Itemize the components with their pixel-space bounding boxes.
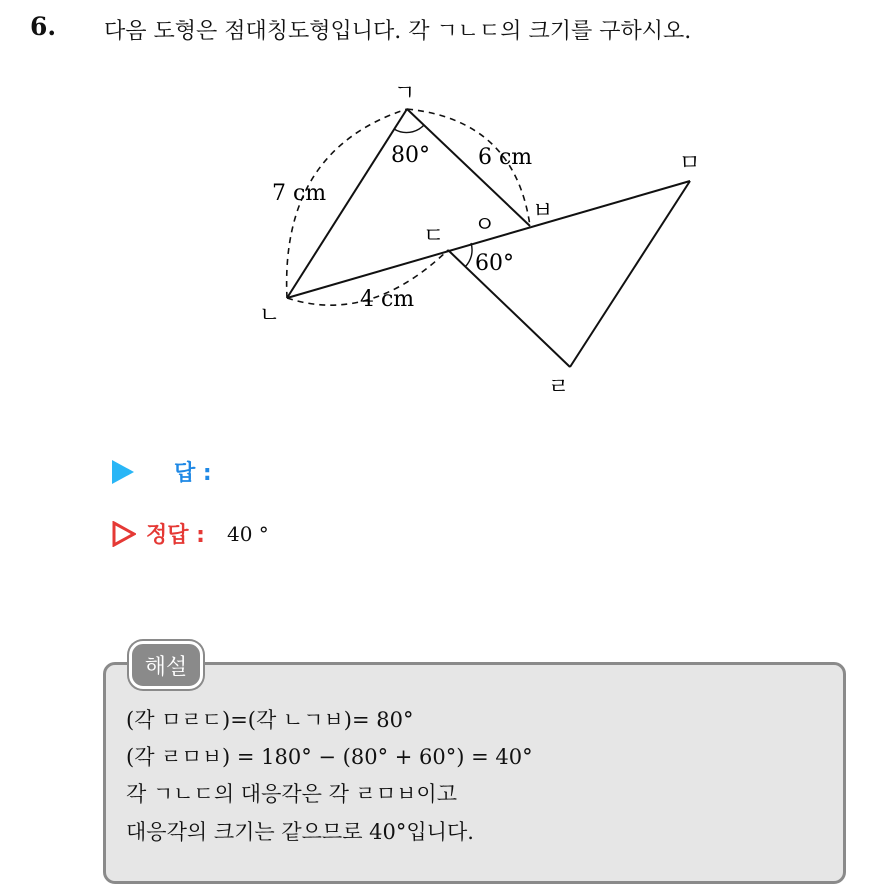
side-label-left: 7 cm: [272, 181, 327, 206]
edge-n-m: [287, 181, 690, 298]
play-triangle-icon: [112, 460, 134, 484]
point-label-r: ㄹ: [548, 375, 570, 400]
explanation-line-3: 각 ㄱㄴㄷ의 대응각은 각 ㄹㅁㅂ이고: [126, 782, 457, 806]
side-label-bottom: 4 cm: [360, 287, 415, 312]
question-text: 다음 도형은 점대칭도형입니다. 각 ㄱㄴㄷ의 크기를 구하시오.: [104, 19, 692, 44]
angle-label-top: 80°: [391, 143, 430, 168]
correct-answer-row: [112, 518, 269, 549]
outline-triangle-icon: [112, 521, 136, 547]
point-label-n: ㄴ: [259, 303, 281, 328]
explanation-line-4: 대응각의 크기는 같으므로 40°입니다.: [126, 820, 474, 844]
point-label-o: ㅇ: [474, 213, 496, 238]
question-number: 6.: [30, 12, 57, 41]
explanation-line-1: (각 ㅁㄹㄷ)=(각 ㄴㄱㅂ)= 80°: [126, 708, 414, 732]
correct-answer-label: 정답 :: [146, 523, 205, 548]
point-label-b: ㅂ: [532, 199, 554, 224]
explanation-line-2: (각 ㄹㅁㅂ) = 180° − (80° + 60°) = 40°: [126, 745, 533, 769]
point-label-d: ㄷ: [423, 224, 445, 249]
point-label-g: ㄱ: [394, 81, 416, 106]
correct-answer-value: 40 °: [226, 521, 269, 546]
side-label-right: 6 cm: [478, 145, 533, 170]
answer-label: 답 :: [174, 461, 212, 486]
explanation-box: [103, 662, 846, 884]
edge-r-m: [570, 181, 690, 367]
geometry-figure: [0, 0, 884, 420]
angle-label-mid: 60°: [475, 251, 514, 276]
angle-arc-top: [394, 125, 424, 133]
answer-row: [112, 456, 212, 487]
point-label-m: ㅁ: [679, 151, 701, 176]
explanation-tag: 해설: [129, 641, 203, 689]
